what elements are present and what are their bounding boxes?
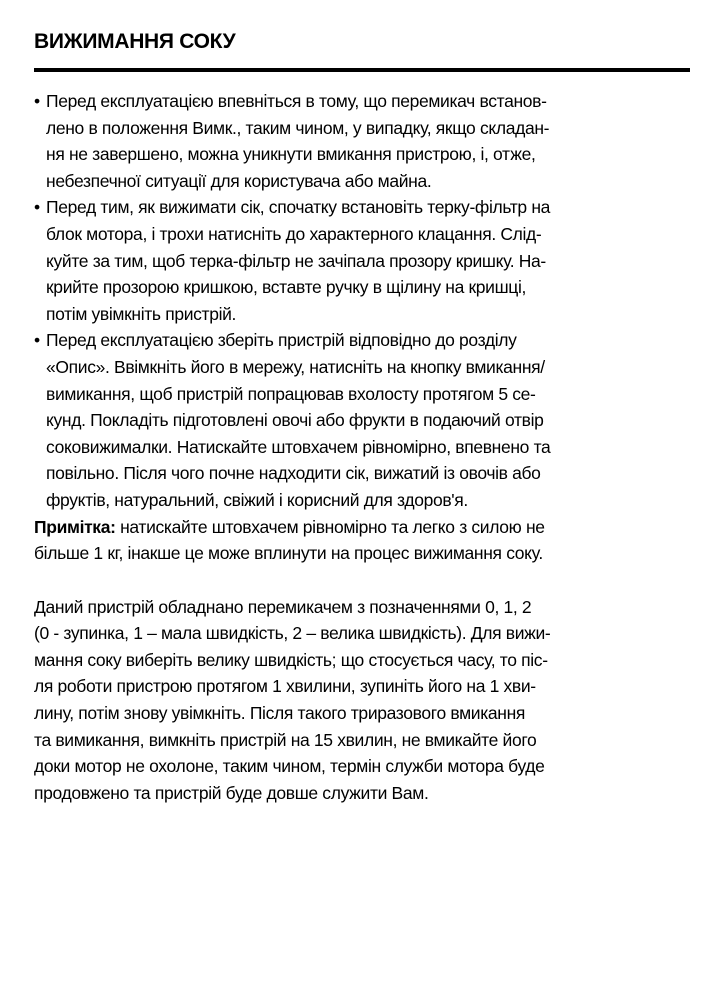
paragraph-gap — [34, 567, 690, 594]
bullet-line: куйте за тим, щоб терка-фільтр не зачіпала прозору кришку. На- — [46, 250, 546, 271]
bullet-line: лено в положення Вимк., таким чином, у випадку, якщо складан- — [46, 117, 550, 138]
paragraph-line: ля роботи пристрою протягом 1 хвилини, зупиніть його на 1 хви- — [34, 676, 536, 697]
bullet-line: Перед експлуатацією впевніться в тому, що перемикач встанов- — [46, 91, 547, 111]
paragraph-line: продовжено та пристрій буде довше служити Вам. — [34, 782, 429, 803]
bullet-mark: • — [34, 197, 40, 218]
paragraph-line: лину, потім знову увімкніть. Після такого триразового вмикання — [34, 703, 526, 724]
bullet-mark: • — [34, 330, 40, 351]
bullet-item — [34, 194, 690, 327]
bullet-item — [34, 88, 690, 194]
note-line — [34, 514, 690, 541]
bullet-line: «Опис». Ввімкніть його в мережу, натисніть на кнопку вмикання/ — [46, 356, 545, 377]
paragraph-line: (0 - зупинка, 1 – мала швидкість, 2 – велика швидкість). Для вижи- — [34, 623, 551, 644]
bullet-item — [34, 327, 690, 513]
title-divider — [34, 68, 690, 72]
bullet-line: Перед тим, як вижимати сік, спочатку встановіть терку-фільтр на — [46, 197, 551, 218]
note-text: натискайте штовхачем рівномірно та легко з силою не — [115, 516, 545, 537]
page — [34, 28, 690, 806]
bullet-line: небезпечної ситуації для користувача або майна. — [46, 170, 432, 191]
bullet-line: соковижималки. Натискайте штовхачем рівномірно, впевнено та — [46, 436, 551, 457]
bullet-line: Перед експлуатацією зберіть пристрій відповідно до розділу — [46, 330, 517, 351]
paragraph-line: та вимикання, вимкніть пристрій на 15 хвилин, не вмикайте його — [34, 729, 537, 750]
note — [34, 514, 690, 567]
bullet-line: ня не завершено, можна уникнути вмикання пристрою, і, отже, — [46, 144, 536, 165]
bullet-line: вимикання, щоб пристрій попрацював вхолосту протягом 5 се- — [46, 383, 536, 404]
section-title: ВИЖИМАННЯ СОКУ — [34, 30, 236, 53]
paragraph-line: мання соку виберіть велику швидкість; що стосується часу, то піс- — [34, 649, 548, 670]
bullet-line: блок мотора, і трохи натисніть до характерного клацання. Слід- — [46, 223, 542, 244]
note-line: більше 1 кг, інакше це може вплинути на процес вижимання соку. — [34, 543, 543, 564]
bullet-line: крийте прозорою кришкою, вставте ручку в щілину на кришці, — [46, 277, 526, 298]
note-label: Примітка: — [34, 516, 116, 537]
bullet-line: кунд. Покладіть підготовлені овочі або фрукти в подаючий отвір — [46, 410, 544, 431]
speed-paragraph — [34, 594, 690, 807]
bullet-line: потім увімкніть пристрій. — [46, 303, 237, 324]
bullet-line: фруктів, натуральний, свіжий і корисний для здоров'я. — [46, 489, 468, 510]
bullet-mark: • — [34, 91, 40, 111]
bullet-line: повільно. Після чого почне надходити сік, вижатий із овочів або — [46, 463, 541, 484]
paragraph-line: доки мотор не охолоне, таким чином, термін служби мотора буде — [34, 756, 545, 777]
instructions-body — [34, 88, 690, 806]
paragraph-line: Даний пристрій обладнано перемикачем з позначеннями 0, 1, 2 — [34, 596, 532, 617]
